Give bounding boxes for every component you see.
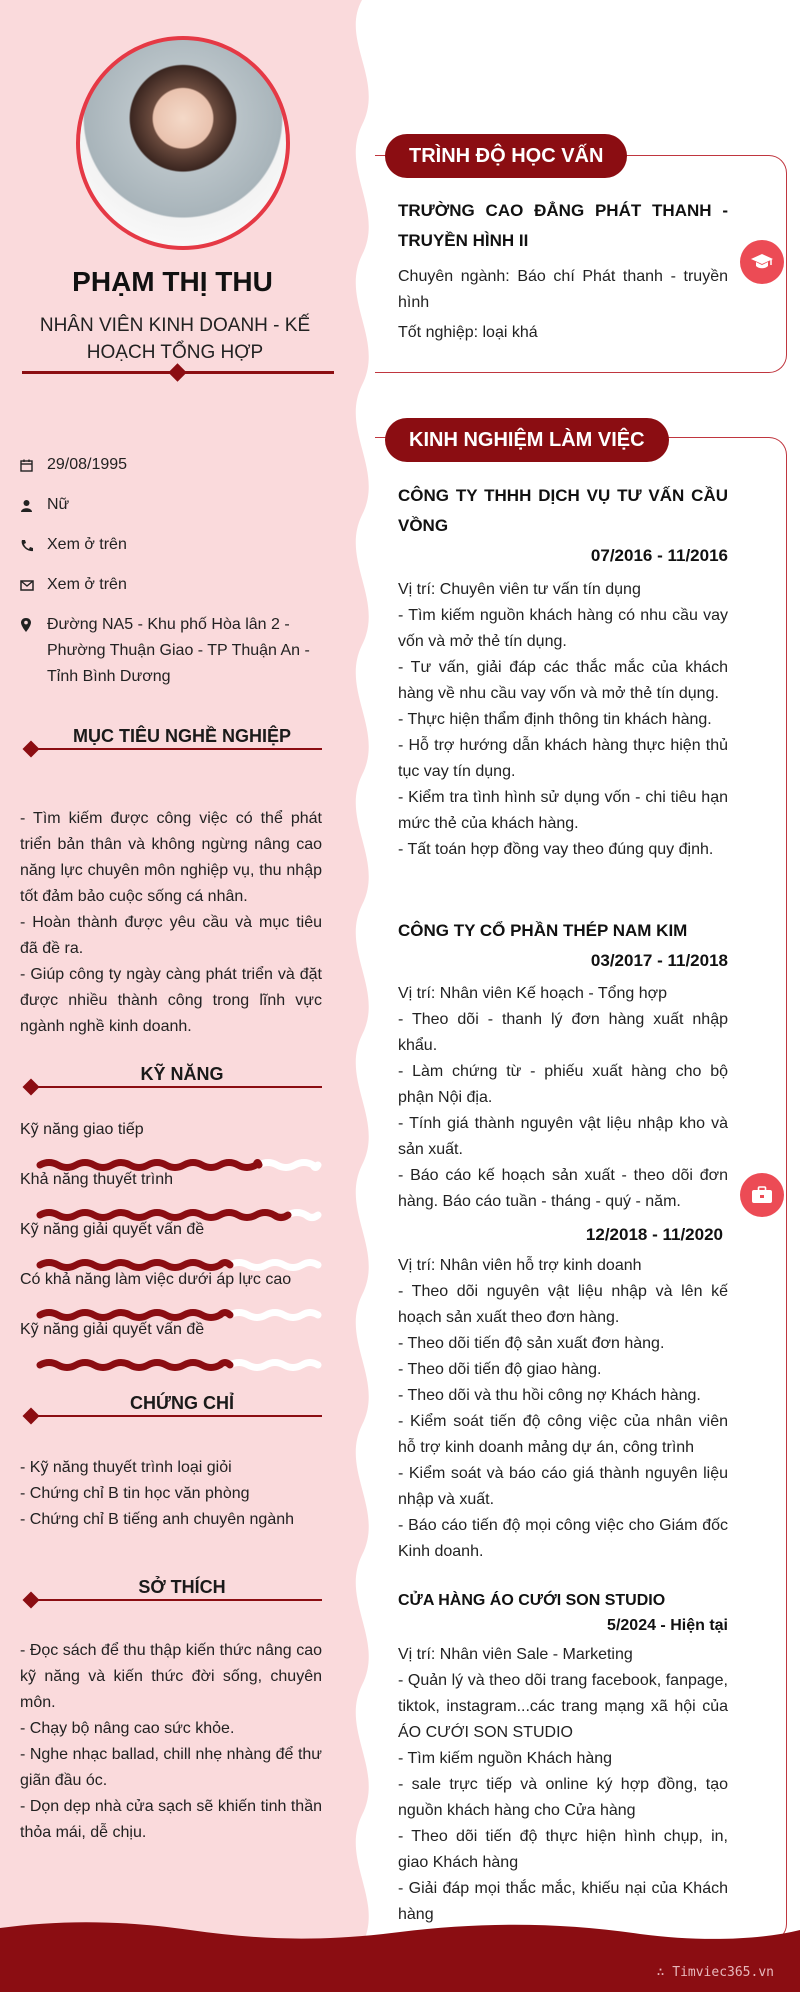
skill-bar-fill [40, 1263, 230, 1268]
skill-name: Kỹ năng giải quyết vấn đề [20, 1221, 205, 1238]
phone-icon [20, 532, 47, 561]
job-duty: - Tính giá thành nguyên vật liệu nhập kho và sản xuất. [398, 1115, 728, 1158]
certificate-item: - Kỹ năng thuyết trình loại giỏi [20, 1459, 232, 1476]
certificates-heading: CHỨNG CHỈ [22, 1393, 322, 1423]
footer-wave [0, 1920, 800, 1992]
job-date: 12/2018 - 11/2020 [585, 1225, 723, 1244]
email-icon [20, 572, 47, 601]
job-duty: - Báo cáo kế hoạch sản xuất - theo dõi đơn hàng. Báo cáo tuần - tháng - quý - năm. [398, 1167, 728, 1210]
skill-bar [36, 1358, 322, 1372]
calendar-icon [20, 452, 47, 481]
job-duty: - Quản lý và theo dõi trang facebook, fanpage, tiktok, instagram...các trang mạng xã hội của ÁO CƯỚI SON STUDIO [398, 1672, 728, 1741]
contact-gender [20, 492, 320, 521]
job-position: Vị trí: Nhân viên Sale - Marketing [398, 1646, 633, 1663]
hobby-line: - Dọn dẹp nhà cửa sạch sẽ khiến tinh thần thỏa mái, dễ chịu. [20, 1798, 322, 1841]
job-duty: - Tìm kiếm nguồn khách hàng có nhu cầu vay vốn và mở thẻ tín dụng. [398, 607, 728, 650]
briefcase-icon [740, 1173, 784, 1217]
skills-heading: KỸ NĂNG [22, 1064, 322, 1094]
job-duty: - Theo dõi - thanh lý đơn hàng xuất nhập khẩu. [398, 1011, 728, 1054]
objective-line: - Giúp công ty ngày càng phát triển và đặt được nhiều thành công trong lĩnh vực ngành nghề kinh doanh. [20, 966, 322, 1035]
skill-bar-track [259, 1163, 318, 1168]
skill-name: Khả năng thuyết trình [20, 1171, 173, 1188]
skill-bar-fill [40, 1313, 230, 1318]
location-pin-icon [20, 612, 47, 690]
objective-line: - Tìm kiếm được công việc có thể phát triển bản thân và không ngừng nâng cao năng lực chuyên môn nghiệp vụ, thu nhập tốt đảm bảo cuộc sống cá nhân. [20, 810, 322, 905]
job-duty: - Theo dõi tiến độ giao hàng. [398, 1361, 602, 1378]
contact-email [20, 572, 320, 601]
skill-bar-fill [40, 1163, 259, 1168]
job-duty: - Báo cáo tiến độ mọi công việc cho Giám đốc Kinh doanh. [398, 1517, 728, 1560]
job-position: Vị trí: Nhân viên hỗ trợ kinh doanh [398, 1257, 642, 1274]
school-name: TRƯỜNG CAO ĐẲNG PHÁT THANH - TRUYỀN HÌNH II [398, 201, 728, 250]
skill-name: Kỹ năng giải quyết vấn đề [20, 1321, 205, 1338]
job-date: 5/2024 - Hiện tại [607, 1617, 728, 1634]
job-company: CỬA HÀNG ÁO CƯỚI SON STUDIO [398, 1592, 666, 1609]
job-duty: - Kiểm tra tình hình sử dụng vốn - chi tiêu hạn mức thẻ của khách hàng. [398, 789, 728, 832]
candidate-name: PHẠM THỊ THU [72, 266, 273, 297]
job-duty: - Tìm kiếm nguồn Khách hàng [398, 1750, 613, 1767]
job-duty: - Làm chứng từ - phiếu xuất hàng cho bộ phận Nội địa. [398, 1063, 728, 1106]
certificate-item: - Chứng chỉ B tiếng anh chuyên ngành [20, 1511, 295, 1528]
objective-text [20, 806, 322, 1040]
skill-bar [36, 1208, 322, 1222]
job-details [398, 1253, 728, 1565]
skill-bar [36, 1308, 322, 1322]
skill-bar-track [230, 1313, 318, 1318]
hobbies-heading: SỞ THÍCH [22, 1577, 322, 1607]
hobby-line: - Đọc sách để thu thập kiến thức nâng cao kỹ năng và kiến thức đời sống, chuyên môn. [20, 1642, 322, 1711]
skill-bar-fill [40, 1213, 288, 1218]
contact-address [20, 612, 310, 690]
contact-birthday [20, 452, 320, 481]
hobbies-text [20, 1638, 322, 1846]
job-duty: - Kiểm soát và báo cáo giá thành nguyên liệu nhập và xuất. [398, 1465, 728, 1508]
skill-bar-track [230, 1263, 318, 1268]
skill-bar-track [230, 1363, 318, 1368]
hobby-line: - Nghe nhạc ballad, chill nhẹ nhàng để thư giãn đầu óc. [20, 1746, 322, 1789]
address-text: Đường NA5 - Khu phố Hòa lân 2 - Phường Thuận Giao - TP Thuận An - Tỉnh Bình Dương [47, 616, 310, 685]
certificates-list [20, 1455, 322, 1533]
job-duty: - Giải đáp mọi thắc mắc, khiếu nại của Khách hàng [398, 1880, 728, 1923]
objective-heading: MỤC TIÊU NGHỀ NGHIỆP [22, 726, 322, 756]
job-position: Vị trí: Chuyên viên tư vấn tín dụng [398, 581, 641, 598]
watermark: ∴ Timviec365.vn [656, 1965, 774, 1980]
experience-heading: KINH NGHIỆM LÀM VIỆC [385, 418, 669, 462]
job-duty: - Theo dõi nguyên vật liệu nhập và lên kế hoạch sản xuất theo đơn hàng. [398, 1283, 728, 1326]
job-duty: - Tư vấn, giải đáp các thắc mắc của khách hàng về nhu cầu vay vốn và mở thẻ tín dụng. [398, 659, 728, 702]
email-text: Xem ở trên [47, 576, 127, 593]
job-company: CÔNG TY CỔ PHẦN THÉP NAM KIM [398, 921, 688, 940]
job-position: Vị trí: Nhân viên Kế hoạch - Tổng hợp [398, 985, 668, 1002]
education-heading: TRÌNH ĐỘ HỌC VẤN [385, 134, 627, 178]
gender-text: Nữ [47, 496, 70, 513]
job-duty: - Theo dõi tiến độ sản xuất đơn hàng. [398, 1335, 665, 1352]
avatar-photo [76, 36, 290, 250]
user-icon [20, 492, 47, 521]
education-graduation: Tốt nghiệp: loại khá [398, 324, 538, 341]
skill-bar [36, 1258, 322, 1272]
job-date: 03/2017 - 11/2018 [590, 951, 728, 970]
job-duty: - Thực hiện thẩm định thông tin khách hàng. [398, 711, 712, 728]
birthday-text: 29/08/1995 [47, 456, 128, 473]
job-details [398, 577, 728, 863]
objective-line: - Hoàn thành được yêu cầu và mục tiêu đã đề ra. [20, 914, 322, 957]
hobby-line: - Chạy bộ nâng cao sức khỏe. [20, 1720, 235, 1737]
job-duty: - Hỗ trợ hướng dẫn khách hàng thực hiện thủ tục vay tín dụng. [398, 737, 728, 780]
skill-name: Kỹ năng giao tiếp [20, 1121, 144, 1138]
skill-name: Có khả năng làm việc dưới áp lực cao [20, 1271, 292, 1288]
job-duty: - sale trực tiếp và online ký hợp đồng, tạo nguồn khách hàng cho Cửa hàng [398, 1776, 728, 1819]
job-duty: - Theo dõi và thu hồi công nợ Khách hàng. [398, 1387, 701, 1404]
skill-bar [36, 1158, 322, 1172]
certificate-item: - Chứng chỉ B tin học văn phòng [20, 1485, 250, 1502]
job-details [398, 1642, 728, 1928]
skill-bar-fill [40, 1363, 230, 1368]
job-duty: - Kiểm soát tiến độ công việc của nhân viên hỗ trợ kinh doanh mảng dự án, công trình [398, 1413, 728, 1456]
graduation-cap-icon [740, 240, 784, 284]
job-duty: - Theo dõi tiến độ thực hiện hình chụp, in, giao Khách hàng [398, 1828, 728, 1871]
contact-phone [20, 532, 320, 561]
education-major: Chuyên ngành: Báo chí Phát thanh - truyền hình [398, 268, 728, 311]
job-title: NHÂN VIÊN KINH DOANH - KẾ HOẠCH TỔNG HỢP [39, 315, 311, 363]
job-date: 07/2016 - 11/2016 [590, 546, 728, 565]
job-details [398, 981, 728, 1215]
skill-bar-track [288, 1213, 318, 1218]
job-company: CÔNG TY THHH DỊCH VỤ TƯ VẤN CẦU VỒNG [398, 486, 728, 535]
job-duty: - Tất toán hợp đồng vay theo đúng quy định. [398, 841, 714, 858]
phone-text: Xem ở trên [47, 536, 127, 553]
